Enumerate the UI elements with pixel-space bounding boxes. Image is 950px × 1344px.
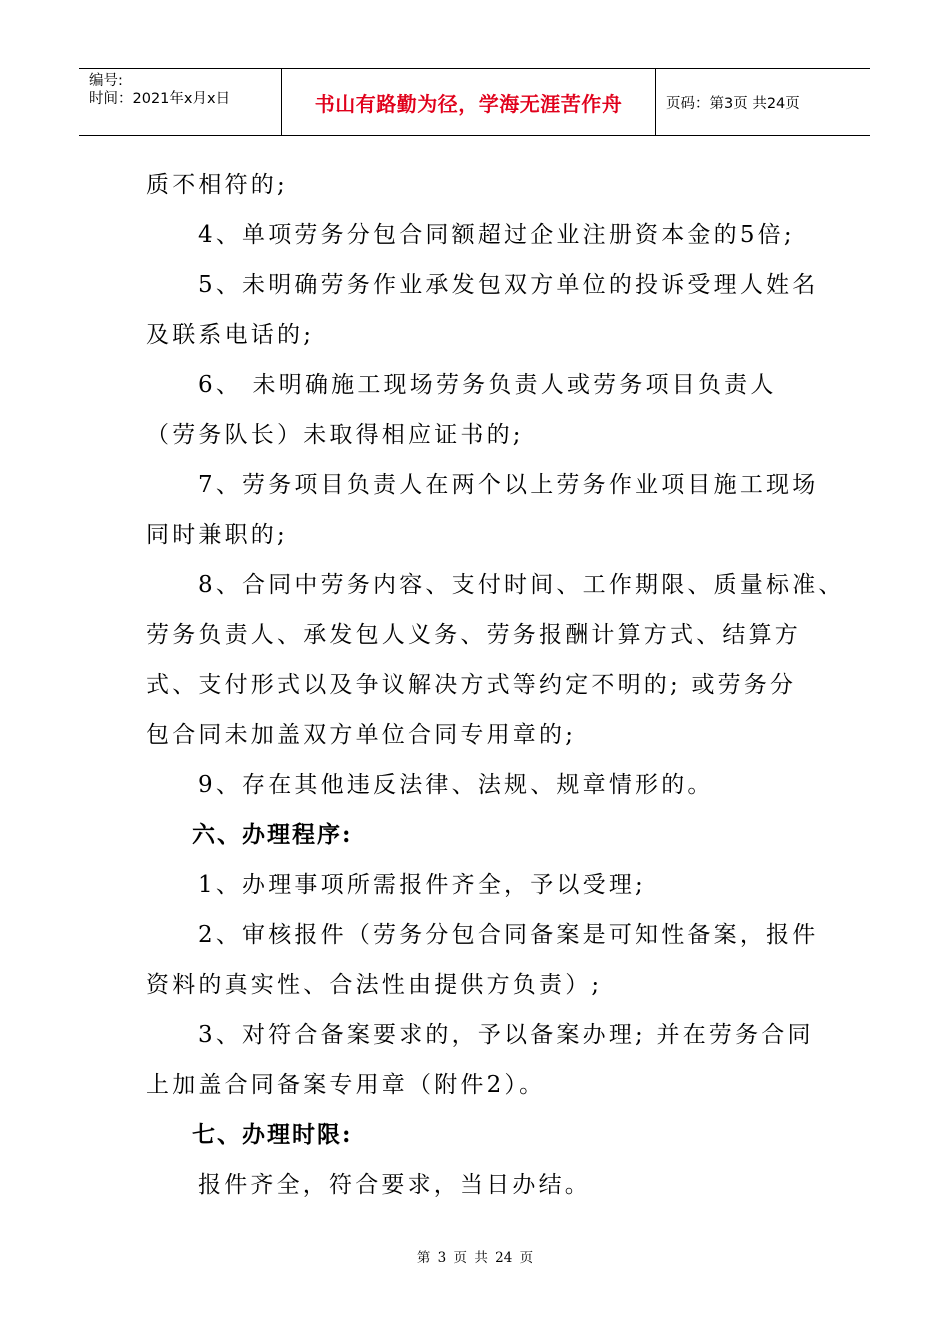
section-heading: 六、办理程序:	[192, 821, 353, 848]
page-header	[79, 68, 870, 136]
page-footer: 第 3 页 共 24 页	[416, 1250, 534, 1266]
document-body	[146, 160, 845, 1210]
header-motto-cell	[282, 69, 656, 135]
body-line: （劳务队长）未取得相应证书的;	[146, 422, 524, 448]
body-line: 及联系电话的;	[146, 322, 315, 348]
body-line: 9、存在其他违反法律、法规、规章情形的。	[198, 772, 714, 798]
body-line: 劳务负责人、承发包人义务、劳务报酬计算方式、结算方	[146, 622, 801, 648]
body-line: 质不相符的;	[146, 172, 288, 198]
body-line: 1、办理事项所需报件齐全，予以受理;	[198, 872, 646, 898]
header-meta-cell	[79, 69, 282, 135]
body-line: 式、支付形式以及争议解决方式等约定不明的; 或劳务分	[146, 672, 797, 698]
header-page-code: 页码：第3页 共24页	[666, 95, 800, 112]
header-page-cell	[656, 69, 870, 135]
body-line: 2、审核报件（劳务分包合同备案是可知性备案，报件	[198, 922, 819, 948]
body-line: 8、合同中劳务内容、支付时间、工作期限、质量标准、	[198, 572, 845, 598]
body-line: 5、未明确劳务作业承发包双方单位的投诉受理人姓名	[198, 272, 819, 298]
body-line: 7、劳务项目负责人在两个以上劳务作业项目施工现场	[198, 472, 819, 498]
body-line: 同时兼职的;	[146, 522, 288, 548]
body-line: 3、对符合备案要求的，予以备案办理; 并在劳务合同	[198, 1022, 814, 1048]
document-time-label: 时间：2021年x月x日	[89, 91, 231, 107]
header-motto: 书山有路勤为径，学海无涯苦作舟	[314, 91, 623, 116]
document-number-label: 编号:	[89, 73, 123, 89]
body-line: 报件齐全，符合要求，当日办结。	[198, 1172, 591, 1198]
body-line: 6、 未明确施工现场劳务负责人或劳务项目负责人	[198, 372, 777, 398]
body-line: 4、单项劳务分包合同额超过企业注册资本金的5倍;	[198, 222, 795, 248]
section-heading: 七、办理时限:	[192, 1121, 353, 1148]
body-line: 包合同未加盖双方单位合同专用章的;	[146, 722, 577, 748]
body-line: 资料的真实性、合法性由提供方负责）;	[146, 972, 603, 998]
body-line: 上加盖合同备案专用章（附件2）。	[146, 1072, 546, 1098]
